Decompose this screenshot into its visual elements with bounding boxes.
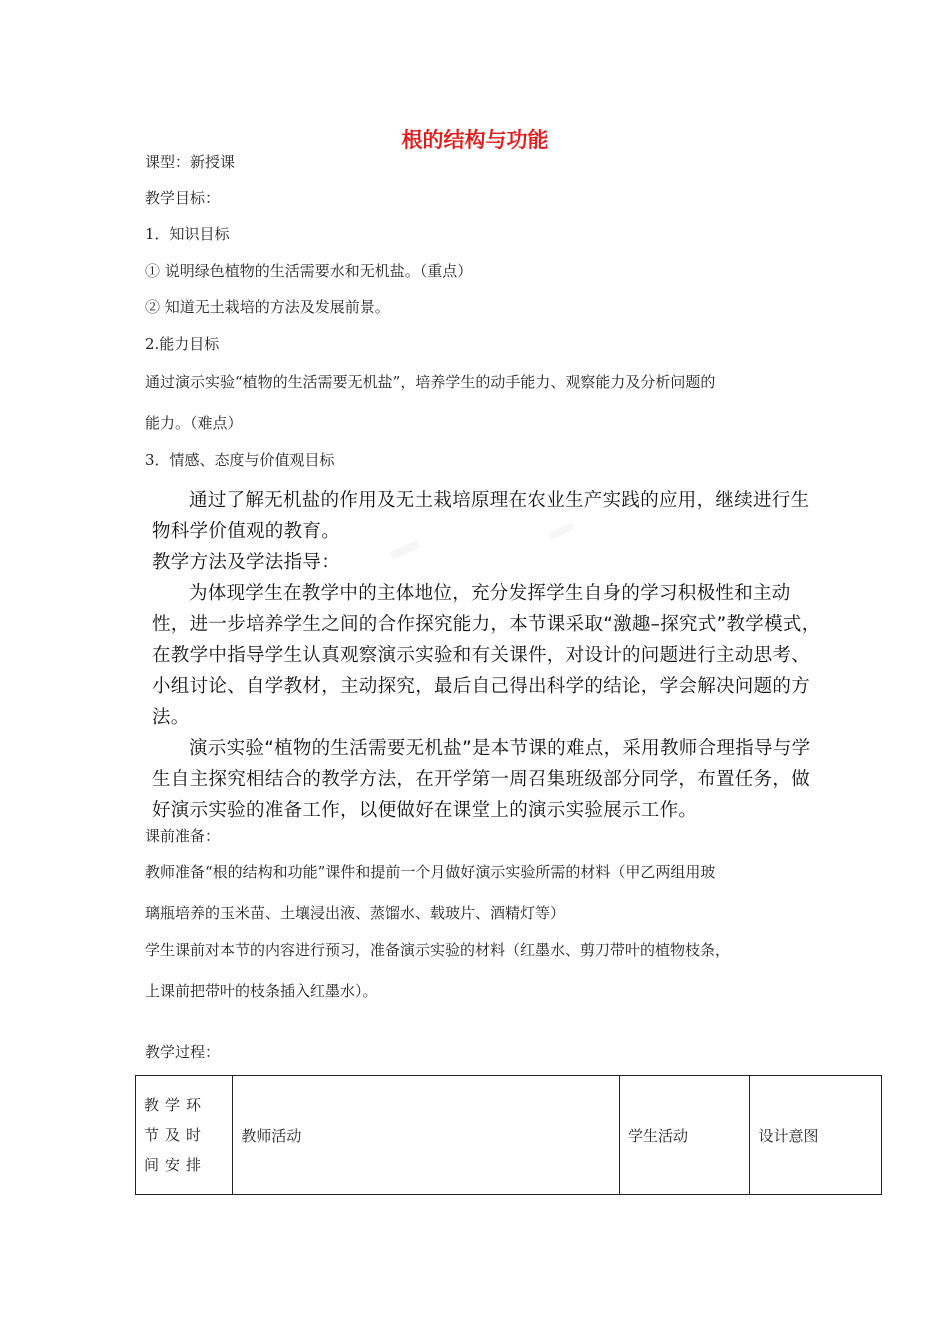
method-paragraph-1: 为体现学生在教学中的主体地位，充分发挥学生自身的学习积极性和主动性，进一步培养学生之间的合作探究能力，本节课采取“激趣–探究式”教学模式，在教学中指导学生认真观察演示实验和有关课件，对设计的问题进行主动思考、小组讨论、自学教材，主动探究，最后自己得出科学的结论，学会解决问题的方法。 xyxy=(152,583,821,728)
scanned-text-block xyxy=(152,485,824,826)
knowledge-item-1: ① 说明绿色植物的生活需要水和无机盐。（重点） xyxy=(145,262,473,280)
document-title: 根的结构与功能 xyxy=(401,128,549,152)
prep-teacher-line-2: 璃瓶培养的玉米苗、土壤浸出液、蒸馏水、载玻片、酒精灯等） xyxy=(145,904,566,922)
prep-heading: 课前准备： xyxy=(145,827,221,845)
table-header-row xyxy=(136,1076,882,1195)
knowledge-heading: 1．知识目标 xyxy=(145,225,230,243)
header-cell-stage: 教学环节及时间安排 xyxy=(136,1076,233,1195)
method-heading: 教学方法及学法指导： xyxy=(152,552,341,573)
prep-student-line-2: 上课前把带叶的枝条插入红墨水）。 xyxy=(145,982,378,1000)
ability-text-line-2: 能力。（难点） xyxy=(145,414,243,432)
lesson-type: 课型：新授课 xyxy=(145,153,236,171)
ability-heading: 2.能力目标 xyxy=(145,335,220,353)
header-cell-student: 学生活动 xyxy=(619,1076,750,1195)
knowledge-item-2: ② 知道无土栽培的方法及发展前景。 xyxy=(145,298,390,316)
header-cell-teacher: 教师活动 xyxy=(233,1076,620,1195)
objectives-heading: 教学目标： xyxy=(145,189,221,207)
emotion-text: 通过了解无机盐的作用及无土栽培原理在农业生产实践的应用，继续进行生物科学价值观的教育。 xyxy=(152,490,810,542)
method-paragraph-2: 演示实验“植物的生活需要无机盐”是本节课的难点，采用教师合理指导与学生自主探究相结合的教学方法，在开学第一周召集班级部分同学，布置任务，做好演示实验的准备工作，以便做好在课堂上的演示实验展示工作。 xyxy=(152,738,811,821)
prep-teacher-line-1: 教师准备“根的结构和功能”课件和提前一个月做好演示实验所需的材料（甲乙两组用玻 xyxy=(145,863,716,881)
teaching-process-table xyxy=(135,1075,882,1195)
prep-student-line-1: 学生课前对本节的内容进行预习，准备演示实验的材料（红墨水、剪刀带叶的植物枝条， xyxy=(145,941,731,959)
ability-text-line-1: 通过演示实验“植物的生活需要无机盐”，培养学生的动手能力、观察能力及分析问题的 xyxy=(145,373,716,391)
header-cell-intent: 设计意图 xyxy=(750,1076,882,1195)
process-heading: 教学过程： xyxy=(145,1043,221,1061)
emotion-heading: 3．情感、态度与价值观目标 xyxy=(145,451,335,469)
